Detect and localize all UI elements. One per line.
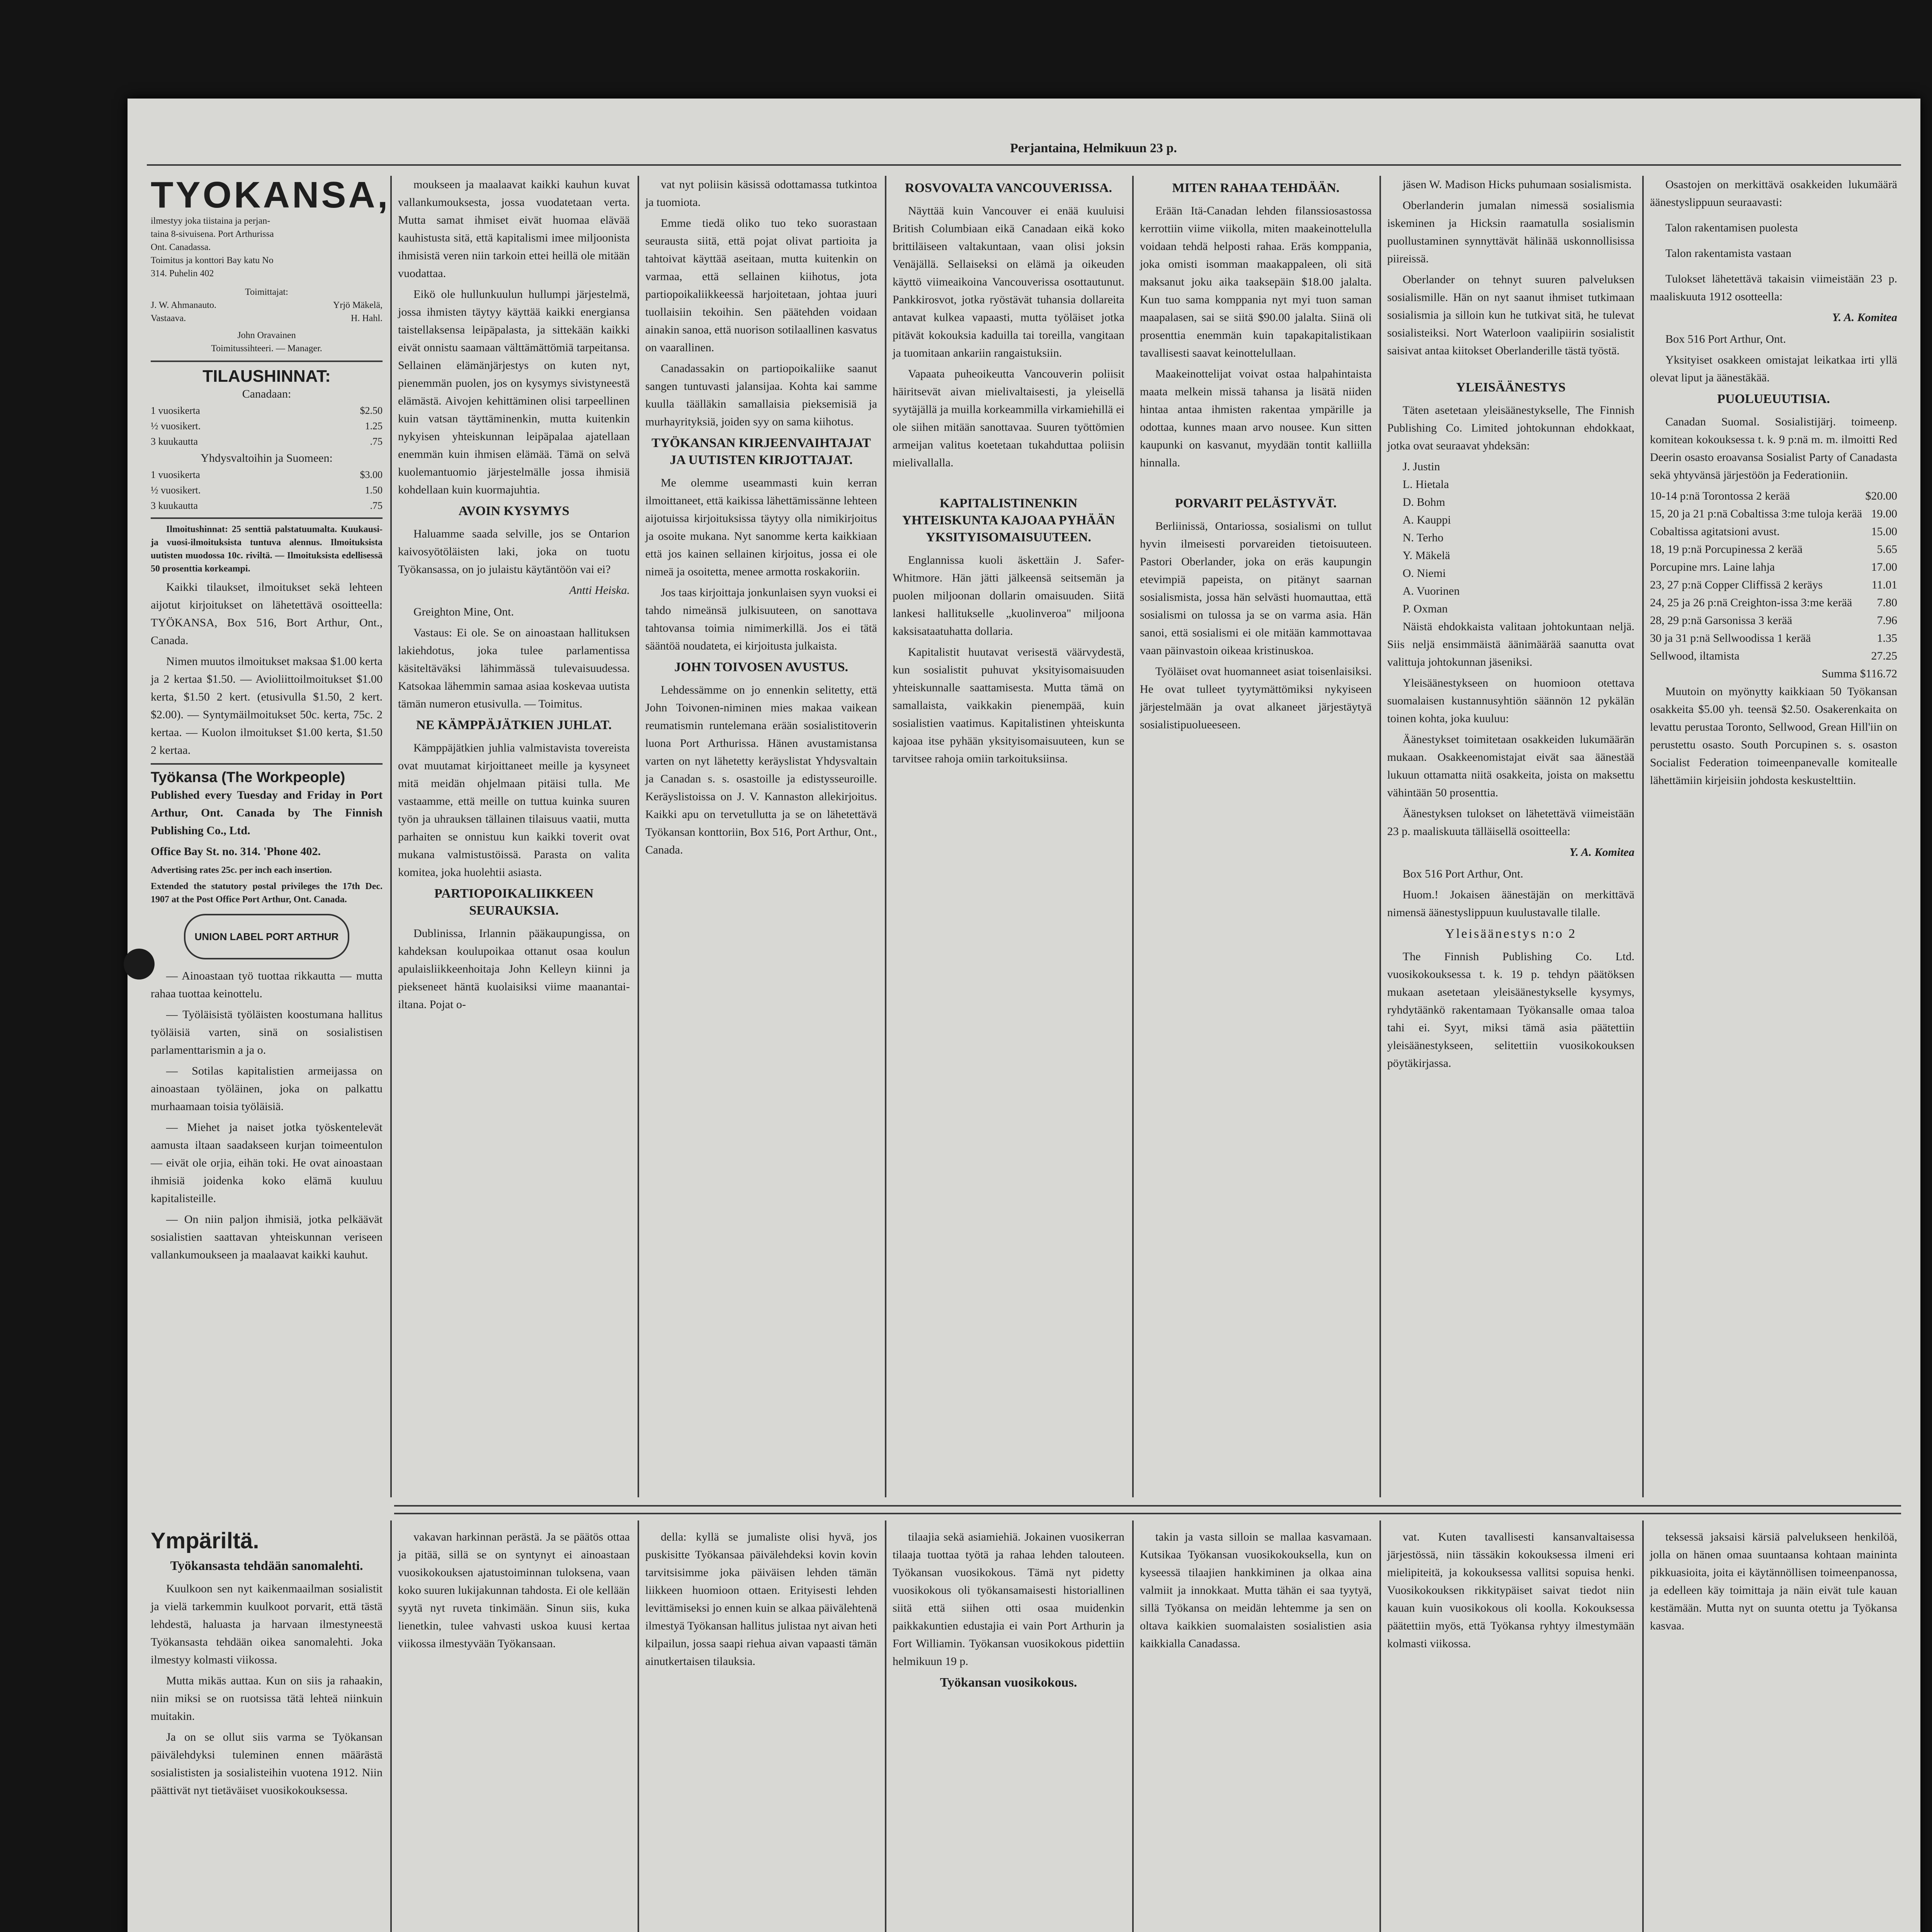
masthead-line: ilmestyy joka tiistaina ja perjan- [151,216,270,226]
rate-row [151,418,383,434]
masthead-line: taina 8-sivuisena. Port Arthurissa [151,229,274,239]
article-paragraph: Haluamme saada selville, jos se Ontarion kaivosyötöläisten laki, joka on tuotu Työkansassa, on jo julaistu käytäntöön vai ei? [398,527,630,576]
rate-label: 1 vuosikerta [151,469,200,480]
collection-label: 30 ja 31 p:nä Sellwoodissa 1 kerää [1650,632,1811,645]
masthead-line: Ont. Canadassa. [151,242,211,252]
article-headline: PARTIOPOIKALIIKKEEN SEURAUKSIA. [434,886,594,918]
signature: Y. A. Komitea [1832,311,1897,324]
article-paragraph: Jos taas kirjoittaja jonkunlaisen syyn vuoksi ei tahdo nimeänsä julkisuuteen, on sanottava tahtovansa toimia nimimerkillä. Jos ei tätä sääntöä noudateta, ei kirjoitusta julkaista. [645,586,877,652]
article-headline: MITEN RAHAA TEHDÄÄN. [1172,181,1340,195]
collection-amount: 17.00 [1871,561,1897,573]
article-paragraph: The Finnish Publishing Co. Ltd. vuosikokouksessa t. k. 19 p. tehdyn päätöksen mukaan asetetaan yleisäänestykselle kysymys, ryhdytäänkö rakentamaan Työkansalle omaa taloa tahi ei. Syyt, miksi tämä asia päätettiin yleisäänestykseen, selitettiin vuosikokouksen pöytäkirjassa. [1387,950,1634,1070]
article-paragraph: Tulokset lähetettävä takaisin viimeistään 23 p. maaliskuuta 1912 osotteella: [1650,272,1897,303]
collection-amount: 7.80 [1877,596,1897,609]
candidate-name: D. Bohm [1403,496,1446,509]
english-box-rates: Advertising rates 25c. per inch each insertion. [151,865,332,875]
bottom-column-3 [645,1528,877,1673]
collection-label: 24, 25 ja 26 p:nä Creighton-issa 3:me kerää [1650,596,1852,609]
article-paragraph: Lehdessämme on jo ennenkin selitetty, että John Toivonen-niminen mies makaa vaikean reumatismin runtelemana erään sosialistitoverin luona Port Arthurissa. Hänen avustamistansa varten on nyt lähetetty keräyslistat Yhdysvaltain ja Canadan s. s. osastoille ja edistysseuroille. Keräyslistoissa on J. V. Kannaston allekirjoitus. Kaikki apu on tervetullutta ja se on lähetettävä Työkansan konttoriin, Box 516, Port Arthur, Ont., Canada. [645,684,877,856]
column-rule [885,1520,886,1932]
column-2 [398,176,630,1017]
article-headline: YLEISÄÄNESTYS [1456,380,1566,395]
union-label-text: UNION LABEL PORT ARTHUR [194,931,339,942]
masthead-line: Toimitus ja konttori Bay katu No [151,255,274,265]
article-headline: TYÖKANSAN KIRJEENVAIHTAJAT JA UUTISTEN KIRJOTTAJAT. [651,436,871,467]
article-paragraph: teksessä jaksaisi kärsiä palvelukseen henkilöä, jolla on hänen omaa suuntaansa kohtaan maininta pikkuasioita, joita ei käytännöllisen toimeenpanossa, ja edelleen käy toimittaja ja näin eivät tule kauan kestämään. Mutta nyt on suunta otettu ja Työkansa kasvaa. [1650,1531,1897,1632]
collection-row [1650,505,1897,523]
article-paragraph: tilaajia sekä asiamiehiä. Jokainen vuosikerran tilaaja tuottaa työtä ja rahaa lehden talouteen. Työkansan vuosikokous. Tämä nyt pidetty vuosikokous oli työkansamaisesti historiallinen siitä että siihen otti osaa muidenkin paikkakuntien edustajia ei vain Port Arthurin ja Fort Williamin. Työkansan vuosikokous pidettiin helmikuun 19 p. [893,1531,1124,1668]
ballot-line: Talon rakentamista vastaan [1665,247,1792,260]
column-3 [645,176,877,862]
header-rule [147,164,1901,166]
collection-amount: 19.00 [1871,507,1897,520]
article-paragraph: Osastojen on merkittävä osakkeiden lukumäärä äänestyslippuun seuraavasti: [1650,178,1897,209]
rate-price: 1.25 [365,420,383,432]
collection-row [1650,576,1897,594]
manager-name: John Oravainen [237,330,296,340]
candidate-name: N. Terho [1403,531,1444,544]
article-headline: PUOLUEUUTISIA. [1717,392,1830,406]
collection-amount: $20.00 [1865,490,1897,502]
editor-name: J. W. Ahmanauto. [151,300,217,310]
article-paragraph: Dublinissa, Irlannin pääkaupungissa, on kahdeksan koulupoikaa ottanut osaa koulun apulaisliikkeenhoitaja John Kelleyn kiinni ja piekseneet häntä kuolaisiksi viime maanantai-iltana. Pojat o- [398,927,630,1011]
article-paragraph: Työläiset ovat huomanneet asiat toisenlaisiksi. He ovat tulleet tyytymättömiksi nykyiseen järjestelmään ja ovat alkaneet järjestäytyä sosialistipuolueeseen. [1140,665,1372,731]
masthead-title: TYOKANSA, [151,174,390,216]
subscription-us-label: Yhdysvaltoihin ja Suomeen: [201,452,333,464]
rate-label: 1 vuosikerta [151,405,200,416]
divider [151,763,383,765]
candidate-name: O. Niemi [1403,567,1446,580]
article-headline: JOHN TOIVOSEN AVUSTUS. [674,660,848,674]
column-rule [1132,176,1134,1497]
article-paragraph: Canadassakin on partiopoikaliike saanut sangen tuntuvasti jalansijaa. Kohta kai samme kuulla täälläkin samallaisia pieksemisiä ja murhayrityksiä, joiden syy on sama kiihotus. [645,362,877,428]
collection-total: Summa $116.72 [1821,667,1897,680]
collection-label: Porcupine mrs. Laine lahja [1650,561,1775,573]
article-paragraph: Yksityiset osakkeen omistajat leikatkaa irti yllä olevat liput ja äänestäkää. [1650,354,1897,384]
collection-amount: 7.96 [1877,614,1897,627]
rate-price: $2.50 [360,405,383,416]
quote-paragraph: — On niin paljon ihmisiä, jotka pelkäävät sosialistien saattavan yhteiskunnan veriseen vallankumoukseen ja maalaavat kaikki kauhut. [151,1213,383,1261]
article-paragraph: Me olemme useammasti kuin kerran ilmoittaneet, että kaikissa lähettämissänne lehteen aijotuissa kirjoituksissa täytyy olla nimikirjoitus ja osoite mukana. Nyt sanomme kerta kaikkiaan että jos kainen sellainen kirjoitus, jossa ei ole nimeä ja osoitetta, menee armotta roskakoriin. [645,476,877,578]
rate-label: ½ vuosikert. [151,420,201,432]
union-label-logo [184,914,349,959]
collection-amount: 15.00 [1871,525,1897,538]
rate-price: 1.50 [365,485,383,496]
article-paragraph: Täten asetetaan yleisäänestykselle, The Finnish Publishing Co. Limited johtokunnan ehdokkaat, jotka ovat seuraavat yhdeksän: [1387,404,1634,452]
address: Box 516 Port Arthur, Ont. [1665,333,1786,345]
subscription-title: TILAUSHINNAT: [202,367,331,386]
article-paragraph: vat nyt poliisin käsissä odottamassa tutkintoa ja tuomiota. [645,178,877,209]
article-paragraph: moukseen ja maalaavat kaikki kauhun kuvat vallankumouksesta, jossa vuodatetaan verta. Mutta samat ihmiset eivät huomaa elävää kauhistusta sitä, että kapitalismi imee miljoonista ihmisistä veren niin tarkoin ettei heillä ole mitään vuodattaa. [398,178,630,280]
candidate-name: A. Kauppi [1403,514,1451,526]
subscription-us-list [151,467,383,514]
candidate-list [1387,458,1634,618]
article-headline: Yleisäänestys n:o 2 [1445,927,1577,941]
name-change-note: Nimen muutos ilmoitukset maksaa $1.00 kerta ja 2 kertaa $1.50. — Avioliittoilmoitukset $1.00 kerta, $1.50 2 kert. (etusivulla $1.50, 2 kert. $2.00). — Syntymäilmoitukset 50c. kerta, 75c. 2 kertaa. — Kuolon ilmoitukset $1.00 kerta, $1.50 2 kertaa. [151,655,383,757]
collection-label: Sellwood, iltamista [1650,650,1740,662]
column-rule [1379,176,1381,1497]
collection-row [1650,647,1897,665]
collection-row [1650,558,1897,576]
article-headline: Työkansasta tehdään sanomalehti. [170,1559,363,1573]
article-paragraph: Kapitalistit huutavat verisestä väärvydestä, kun sosialistit puhuvat yksityisomaisuuden yhteiskunnalle saattamisesta. Mutta tämä on samallaista, vaikkakin pienempää, kuin sosialistien vaatimus. Kapitalistinen yhteiskunta kajoaa itse pyhään yksityisomaisuuteen, kun se tarvitsee rahoja omiin tarkoituksiinsa. [893,646,1124,765]
collection-label: 28, 29 p:nä Garsonissa 3 kerää [1650,614,1793,627]
editor-role: Vastaava. [151,313,186,323]
article-headline: AVOIN KYSYMYS [458,504,570,518]
column-rule [390,176,392,1497]
collection-amount: 11.01 [1871,578,1897,591]
collection-list [1650,487,1897,665]
candidate-name: P. Oxman [1403,602,1448,615]
rate-label: ½ vuosikert. [151,485,201,496]
article-paragraph: Oberlanderin jumalan nimessä sosialismia iskeminen ja Hicksin raamatulla sosialismin puollustaminen synnyttävät hälinää uskonnollisissa piireissä. [1387,199,1634,265]
article-paragraph: Maakeinottelijat voivat ostaa halpahintaista maata melkein missä tahansa ja lisätä niiden hintaa antaa ihmisten rakentaa ympärille ja odottaa, kunnes maan arvo nousee. Kun sitten kaupunki on kasvanut, myydään tontit kalliilla hinnalla. [1140,367,1372,469]
article-paragraph: Englannissa kuoli äskettäin J. Safer-Whitmore. Hän jätti jälkeensä seitsemän ja puolen miljoonan dollarin omaisuuden. Siitä lankesi hallitukselle „kuolinveroa" miljoona kaksisataatuhatta dollaria. [893,554,1124,638]
editor-role-row [151,312,383,325]
collection-amount: 27.25 [1871,650,1897,662]
editor-role: H. Hahl. [351,313,383,323]
manager-role: Toimitussihteeri. — Manager. [211,344,322,354]
candidate-name: Y. Mäkelä [1403,549,1450,562]
column-rule [1642,1520,1644,1932]
column-rule [638,1520,639,1932]
divider [151,361,383,362]
article-paragraph: Erään Itä-Canadan lehden filanssiosastossa kerrottiin viime viikolla, miten maakeinottelulla voidaan tehdä helposti rahaa. Eräs komppania, joka omisti isomman maakappaleen, oli sitä maksanut joku aika taaksepäin $18.00 jalalta. Kun tuo sama komppania nyt myi tuon saman maapalasen, sai se siitä $90.00 jalalta. Siinä oli prosenttia enemmän kuin tapakapitalistikaan tavallisesti saavat keinottelullaan. [1140,204,1372,359]
collection-label: 15, 20 ja 21 p:nä Cobaltissa 3:me tuloja kerää [1650,507,1862,520]
bottom-column-2 [398,1528,630,1656]
article-paragraph: Näistä ehdokkaista valitaan johtokuntaan neljä. Siis neljä ensimmäistä äänimäärää saanutta ovat valittuja johtokunnan jäseniksi. [1387,620,1634,668]
ad-rates-note: Ilmoitushinnat: 25 senttiä palstatuumalta. Kuukausi- ja vuosi-ilmoituksista tuntuva alennus. Ilmoituksista uutisten muodossa 10c. riviltä. — Ilmoituksista edellisessä 50 prosenttia korkeampi. [151,524,383,574]
section-title: Ympäriltä. [151,1528,259,1553]
article-paragraph: Ja on se ollut siis varma se Työkansan päivälehdyksi tuleminen ennen määrästä sosialististen ja sosialisteihin vuotena 1912. Niin päättivät nyt tietäväiset vuosikokouksessa. [151,1731,383,1797]
signature: Antti Heiska. [569,584,630,597]
quote-paragraph: — Miehet ja naiset jotka työskentelevät aamusta iltaan saadakseen kurjan toimeentulon — eivät ole orjia, eihän toki. He ovat ainoastaan ihmisiä joidenka koko elämä kuuluu kapitalisteille. [151,1121,383,1205]
bottom-column-5 [1140,1528,1372,1656]
staff-label: Toimittajat: [245,287,288,297]
candidate-name: J. Justin [1403,460,1440,473]
quotes-list [151,967,383,1264]
rate-row [151,403,383,418]
collection-row [1650,541,1897,558]
article-paragraph: Eikö ole hullunkuulun hullumpi järjestelmä, jossa ihmisten täytyy käyttää kaikki energiansa taistellaksensa leipäpalasta, ja sittekään kaikki eivät onnistu saamaan välttämättömiä tarpeitansa. Sellainen elämänjärjestys on kuten nyt, pienemmän puolen, jos on kysymys sivistyneestä elämästä. Aivojen kehittäminen olisi tarpeellinen kuin vatsan täyttäminenkin, mutta kuitenkin nykyisen yhteiskunnan leipäpalaa ajatellaan enemmän kuin ihmisen elämää. Tämä on selvä kuolemantuomio järjestelmälle jossa ihmisiä kohdellaan kuin kuormajuhtia. [398,288,630,496]
rate-row [151,467,383,483]
article-paragraph: Näyttää kuin Vancouver ei enää kuuluisi British Columbiaan eikä Canadaan eikä koko brittiläiseen valtakuntaan, vaan olisi joksin Venäjällä. Sellaiseksi on elämä ja oikeuden käyttö viimeaikoina Vancouverissa osottautunut. Pankkirosvot, jotka ryöstävät tuhansia dollareita antavat kulkea vapaasti, mutta työläiset jotka pitävät kokouksia kaduilla tai toreilla, vangitaan ja tuomitaan ankariin rangaistuksiin. [893,204,1124,359]
candidate-name: L. Hietala [1403,478,1449,491]
rate-price: $3.00 [360,469,383,480]
article-paragraph: della: kyllä se jumaliste olisi hyvä, jos puskisitte Työkansaa päivälehdeksi kovin kovin tarvitsisimme joka päiväisen lehden tämän liikkeen huomioon ottaen. Erityisesti lehden levittämiseksi jo ennen kuin se alkaa päivälehtenä ilmestyä Työkansan hallitus julistaa nyt aivan heti kilpailun, jossa saapi riehua aivan vapaasti tämän ainutkertaisen tilauksia. [645,1531,877,1668]
column-6 [1387,176,1634,1075]
collection-row [1650,612,1897,629]
rate-row [151,483,383,498]
article-paragraph: Vapaata puheoikeutta Vancouverin poliisit häiritsevät aivan mielivaltaisesti, ja yleisellä syytäjällä ja muilla korkeammilla virkamiehillä ei ole siihen mitään sanottavaa. Suuren työttömien armeijan valitus koetetaan tukahduttaa poliisin mielivallalla. [893,367,1124,469]
location: Greighton Mine, Ont. [413,605,514,618]
collection-amount: 1.35 [1877,632,1897,645]
subscription-canada-list [151,403,383,449]
column-rule [638,176,639,1497]
article-paragraph: vat. Kuten tavallisesti kansanvaltaisessa järjestössä, niin tässäkin kokouksessa ilmeni eri mielipiteitä, ja kokouksessa vallitsi sopuisa henki. Vuosikokouksen rikkitypäiset saivat tiedot niin kauan kuin vuosikokous oli koolla. Kokouksessa päätettiin myös, että Työkansa ryhtyy ilmestymään kolmasti viikossa. [1387,1531,1634,1650]
article-paragraph: Äänestykset toimitetaan osakkeiden lukumäärän mukaan. Osakkeenomistajat eivät saa äänestää lukuun ottamatta niitä osakkeita, joista on maksettu vähintään 50 prosenttia. [1387,733,1634,799]
divider [151,517,383,519]
article-headline: Työkansan vuosikokous. [940,1675,1077,1690]
rate-price: .75 [370,500,383,511]
english-box-office: Office Bay St. no. 314. 'Phone 402. [151,845,321,858]
article-paragraph: Kuulkoon sen nyt kaikenmaailman sosialistit ja vielä tarkemmin kuulkoot porvarit, että tästä lehdestä, haluasta ja harvaan ilmestyneestä Työkansasta tehdään oikea sanomalehti. Joka ilmestyy kolmasti viikossa. [151,1582,383,1666]
rate-row [151,434,383,449]
column-7 [1650,176,1897,793]
english-box-title: Työkansa (The Workpeople) [151,769,345,786]
rate-label: 3 kuukautta [151,436,198,447]
collection-label: 10-14 p:nä Torontossa 2 kerää [1650,490,1790,502]
collection-amount: 5.65 [1877,543,1897,556]
editor-name: Yrjö Mäkelä, [333,300,383,310]
collection-row [1650,594,1897,612]
column-rule [885,176,886,1497]
address: Box 516 Port Arthur, Ont. [1403,867,1524,880]
article-paragraph: Oberlander on tehnyt suuren palveluksen sosialismille. Hän on nyt saanut ihmiset tutkimaan sosialismia ja silloin kun he tutkivat sitä, he tulevat sosialisteiksi. Nort Waterloon vaalipiirin sosialistit saisivat antaa kiitokset Oberlanderille tästä työstä. [1387,273,1634,357]
column-rule [1642,176,1644,1497]
column-5 [1140,176,1372,737]
subscription-canada-label: Canadaan: [242,388,291,400]
column-rule [1132,1520,1134,1932]
english-box-postal: Extended the statutory postal privileges the 17th Dec. 1907 at the Post Office Port Arthur, Ont. Canada. [151,881,383,905]
article-paragraph: Muutoin on myönytty kaikkiaan 50 Työkansan osakkeita $5.00 yh. teensä $2.50. Osakerenkaita on levattu perustaa Toronto, Sellwood, Grean Hill'iin on perustettu osasto. South Porcupinen s. s. osaston Socialist Federation toimeenpanevalle komitealle lähettämiin kirjeisiin johdosta keskustelttiin. [1650,685,1897,787]
rate-row [151,498,383,514]
article-headline: KAPITALISTINENKIN YHTEISKUNTA KAJOAA PYHÄÄN YKSITYISOMAISUUTEEN. [902,496,1115,544]
rate-price: .75 [370,436,383,447]
article-headline: NE KÄMPPÄJÄTKIEN JUHLAT. [416,718,612,732]
column-rule [1379,1520,1381,1932]
article-headline: ROSVOVALTA VANCOUVERISSA. [905,181,1112,195]
masthead-line: 314. Puhelin 402 [151,269,214,279]
article-paragraph: vakavan harkinnan perästä. Ja se päätös ottaa ja pitää, sillä se on syntynyt ei ainoastaan vuosikokouksen ajatustoiminnan tuloksena, vaan koko suuren lukijakunnan tahdosta. Ei ole kellään syytä nyt ruveta tinkimään. Sinun siis, kuka lienetkin, tulee vahvasti uskoa kuusi kertaa viikossa ilmestyvään Työkansaan. [398,1531,630,1650]
ballot-line: Talon rakentamisen puolesta [1665,221,1798,234]
article-paragraph: takin ja vasta silloin se mallaa kasvamaan. Kutsikaa Työkansan vuosikokouksella, kun on kyseessä tilaajien hankkiminen ja olkaa aina valmiit ja innokkaat. Mutta tähän ei saa tyytyä, sillä Työkansa on meidän lehtemme ja sen on oltava kaikkien suomalaisten sosialistien asia kaikkialla Canadassa. [1140,1531,1372,1650]
section-rule [394,1505,1901,1507]
bottom-column-1 [151,1528,383,1803]
signature: Y. A. Komitea [1569,846,1634,859]
collection-label: 23, 27 p:nä Copper Cliffissä 2 keräys [1650,578,1823,591]
column-rule [390,1520,392,1932]
collection-label: Cobaltissa agitatsioni avust. [1650,525,1780,538]
article-paragraph: Huom.! Jokaisen äänestäjän on merkittävä nimensä äänestyslippuun kuulustavalle tilalle. [1387,888,1634,919]
quote-paragraph: — Ainoastaan työ tuottaa rikkautta — mutta rahaa tuottaa keinottelu. [151,969,383,1000]
collection-label: 18, 19 p:nä Porcupinessa 2 kerää [1650,543,1803,556]
collection-row [1650,523,1897,541]
article-headline: PORVARIT PELÄSTYVÄT. [1175,496,1337,510]
binding-hole [124,949,155,980]
quote-paragraph: — Työläisistä työläisten koostumana hallitus työläisiä varten, sinä on sosialistisen parlamenttarismin a ja o. [151,1008,383,1056]
editor-row [151,299,383,312]
quote-paragraph: — Sotilas kapitalistien armeijassa on ainoastaan työläinen, joka on palkattu murhaamaan toisia työläisiä. [151,1065,383,1113]
newspaper-page [128,99,1920,1932]
section-rule [394,1513,1901,1514]
english-box-text: Published every Tuesday and Friday in Port Arthur, Ont. Canada by The Finnish Publishing Co., Ltd. [151,789,383,837]
collection-row [1650,487,1897,505]
article-paragraph: Canadan Suomal. Sosialistijärj. toimeenp. komitean kokouksessa t. k. 9 p:nä m. m. ilmoitti Red Deerin osasto eroavansa Sosialist Party of Canadasta sekä yhtyvänsä järjestöön ja Federationiin. [1650,415,1897,481]
article-paragraph: Yleisäänestykseen on huomioon otettava suomalaisen kustannusyhtiön säännön 12 pykälän toinen kohta, joka kuuluu: [1387,677,1634,725]
article-paragraph: Berliinissä, Ontariossa, sosialismi on tullut hyvin ilmeisesti porvareiden tietoisuuteen. Pastori Oberlander, joka on eräs kaupungin etevimpiä papeista, on pitänyt saarnan sosialismista, jossa hän selvästi huomauttaa, että sosialismi on tulossa ja se on varma asia. Hän sanoi, että sosialismi ei ole mitään kammottavaa vaan päinvastoin oikeaa kristinuskoa. [1140,520,1372,657]
column-4 [893,176,1124,771]
article-paragraph: Kämppäjätkien juhlia valmistavista tovereista ovat muutamat kirjoittaneet meille ja kysyneet mitä meidän ohjelmaan pitäisi tulla. Me vastaamme, että meille on tuttua kuinka suuren työn ja uhrauksen tällainen tilaisuus vaatii, mutta parhaiten se onnistuu kun kaikki toverit ovat mukana valmistustöissä. Parasta on valita komitea, joka huolehtii asiasta. [398,742,630,879]
article-paragraph: Mutta mikäs auttaa. Kun on siis ja rahaakin, niin miksi se on ruotsissa tätä lehteä niinkuin muitakin. [151,1674,383,1723]
bottom-column-7 [1650,1528,1897,1638]
article-paragraph: Emme tiedä oliko tuo teko suorastaan seurausta siitä, että pojat olivat partioita ja tahtoivat käyttää aseitaan, mutta kuitenkin on varmaa, että sellainen kiihotus, jota partiopoikaliikkeessä harjoitetaan, johtaa juuri tuollaisiin tekoihin. Sen päätehden voidaan ainakin sanoa, että nuorison sotilaallinen kasvatus on vaarallinen. [645,217,877,354]
rate-label: 3 kuukautta [151,500,198,511]
article-paragraph: jäsen W. Madison Hicks puhumaan sosialismista. [1403,178,1632,191]
running-header: Perjantaina, Helmikuun 23 p. [1010,141,1177,155]
article-paragraph: Äänestyksen tulokset on lähetettävä viimeistään 23 p. maaliskuuta tälläisellä osoitteella: [1387,807,1634,838]
bottom-column-4 [893,1528,1124,1697]
column-1 [151,174,390,1267]
collection-row [1650,629,1897,647]
bottom-column-6 [1387,1528,1634,1656]
candidate-name: A. Vuorinen [1403,585,1460,597]
article-paragraph: Vastaus: Ei ole. Se on ainoastaan hallituksen lakiehdotus, joka tulee parlamentissa käsiteltäväksi lähimmässä tulevaisuudessa. Katsokaa lähemmin samaa asiaa koskevaa uutista tämän numeron etusivulla. — Toimitus. [398,626,630,710]
send-note: Kaikki tilaukset, ilmoitukset sekä lehteen aijotut kirjoitukset on lähetettävä osoitteella: TYÖKANSA, Box 516, Bort Arthur, Ont., Canada. [151,581,383,647]
